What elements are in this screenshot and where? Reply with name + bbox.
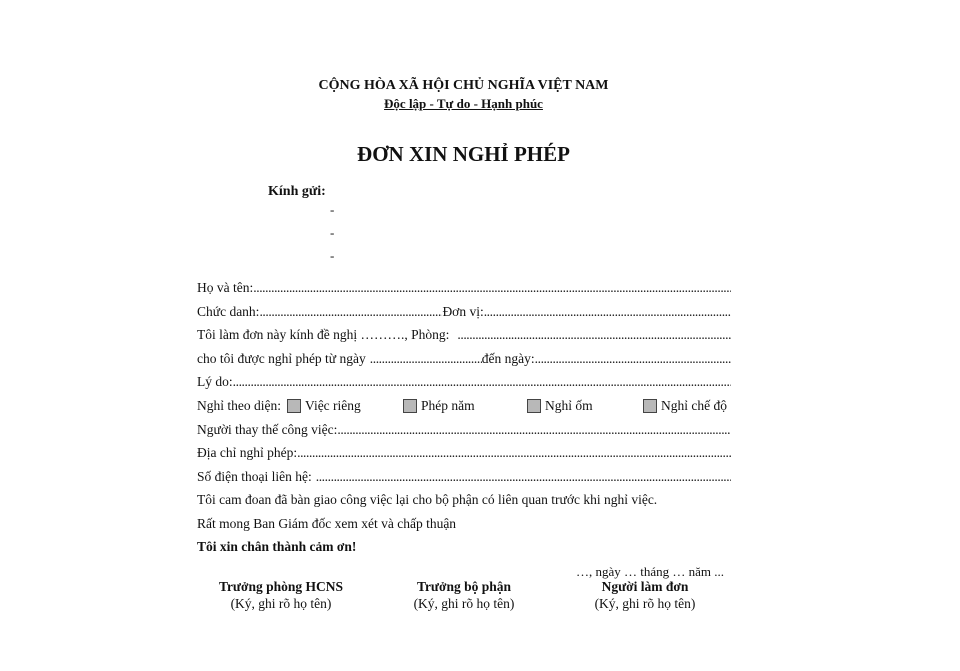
phone-row[interactable] <box>197 467 731 487</box>
unit-dotted-line[interactable] <box>484 302 731 322</box>
leave-type-personal-label: Việc riêng <box>305 398 361 413</box>
checkbox-personal[interactable] <box>287 399 301 413</box>
from-date-label: cho tôi được nghỉ phép từ ngày <box>197 351 366 366</box>
recipient-label: Kính gửi: <box>268 184 326 199</box>
name-field-row[interactable] <box>197 278 731 298</box>
phone-label: Số điện thoại liên hệ: <box>197 469 312 484</box>
signature-applicant <box>554 578 736 612</box>
replacement-row[interactable] <box>197 420 731 440</box>
from-date-dotted-line[interactable] <box>370 349 482 369</box>
motto: Độc lập - Tự do - Hạnh phúc <box>384 96 543 111</box>
name-label: Họ và tên: <box>197 280 254 295</box>
reason-row[interactable] <box>197 372 731 392</box>
address-row[interactable] <box>197 443 731 463</box>
replacement-label: Người thay thế công việc: <box>197 422 338 437</box>
form-title: ĐƠN XIN NGHỈ PHÉP <box>357 142 570 166</box>
to-date-label: đến ngày: <box>481 351 535 366</box>
signature-title: Trưởng phòng HCNS <box>218 579 344 594</box>
to-date-dotted-line[interactable] <box>535 349 731 369</box>
replacement-dotted-line[interactable] <box>337 420 731 440</box>
signature-note: (Ký, ghi rõ họ tên) <box>413 596 515 611</box>
signature-title: Trưởng bộ phận <box>416 579 512 594</box>
phone-dotted-line[interactable] <box>316 467 731 487</box>
signature-department-head <box>373 578 555 612</box>
recipient-line: - <box>330 248 335 263</box>
position-dotted-line[interactable] <box>259 302 442 322</box>
department-dotted-line[interactable] <box>457 325 731 345</box>
request-label: Tôi làm đơn này kính đề nghị ………., Phòng: <box>197 327 450 342</box>
checkbox-policy[interactable] <box>643 399 657 413</box>
leave-type-annual-label: Phép năm <box>421 398 475 413</box>
reason-label: Lý do: <box>197 374 233 389</box>
reason-dotted-line[interactable] <box>233 372 731 392</box>
position-unit-row[interactable] <box>197 302 731 322</box>
dates-row[interactable] <box>197 349 731 369</box>
position-label: Chức danh: <box>197 304 260 319</box>
thanks-text: Tôi xin chân thành cảm ơn! <box>197 539 357 554</box>
address-dotted-line[interactable] <box>297 443 731 463</box>
recipient-line: - <box>330 225 335 240</box>
checkbox-annual[interactable] <box>403 399 417 413</box>
approval-request-text: Rất mong Ban Giám đốc xem xét và chấp thuận <box>197 516 457 531</box>
signature-hr-head <box>190 578 372 612</box>
signature-note: (Ký, ghi rõ họ tên) <box>230 596 332 611</box>
address-label: Địa chỉ nghỉ phép: <box>197 445 298 460</box>
commitment-text: Tôi cam đoan đã bàn giao công việc lại cho bộ phận có liên quan trước khi nghỉ việc. <box>197 492 658 507</box>
date-line: …, ngày … tháng … năm ... <box>576 564 725 579</box>
signature-title: Người làm đơn <box>601 579 689 594</box>
request-row[interactable] <box>197 325 731 345</box>
signature-note: (Ký, ghi rõ họ tên) <box>594 596 696 611</box>
name-dotted-line[interactable] <box>253 278 731 298</box>
leave-type-label: Nghỉ theo diện: <box>197 398 281 413</box>
recipient-line: - <box>330 202 335 217</box>
leave-type-policy-label: Nghỉ chế độ <box>661 398 727 413</box>
unit-label: Đơn vị: <box>442 304 484 319</box>
country-header: CỘNG HÒA XÃ HỘI CHỦ NGHĨA VIỆT NAM <box>318 78 609 93</box>
leave-type-sick-label: Nghỉ ốm <box>545 398 593 413</box>
checkbox-sick[interactable] <box>527 399 541 413</box>
